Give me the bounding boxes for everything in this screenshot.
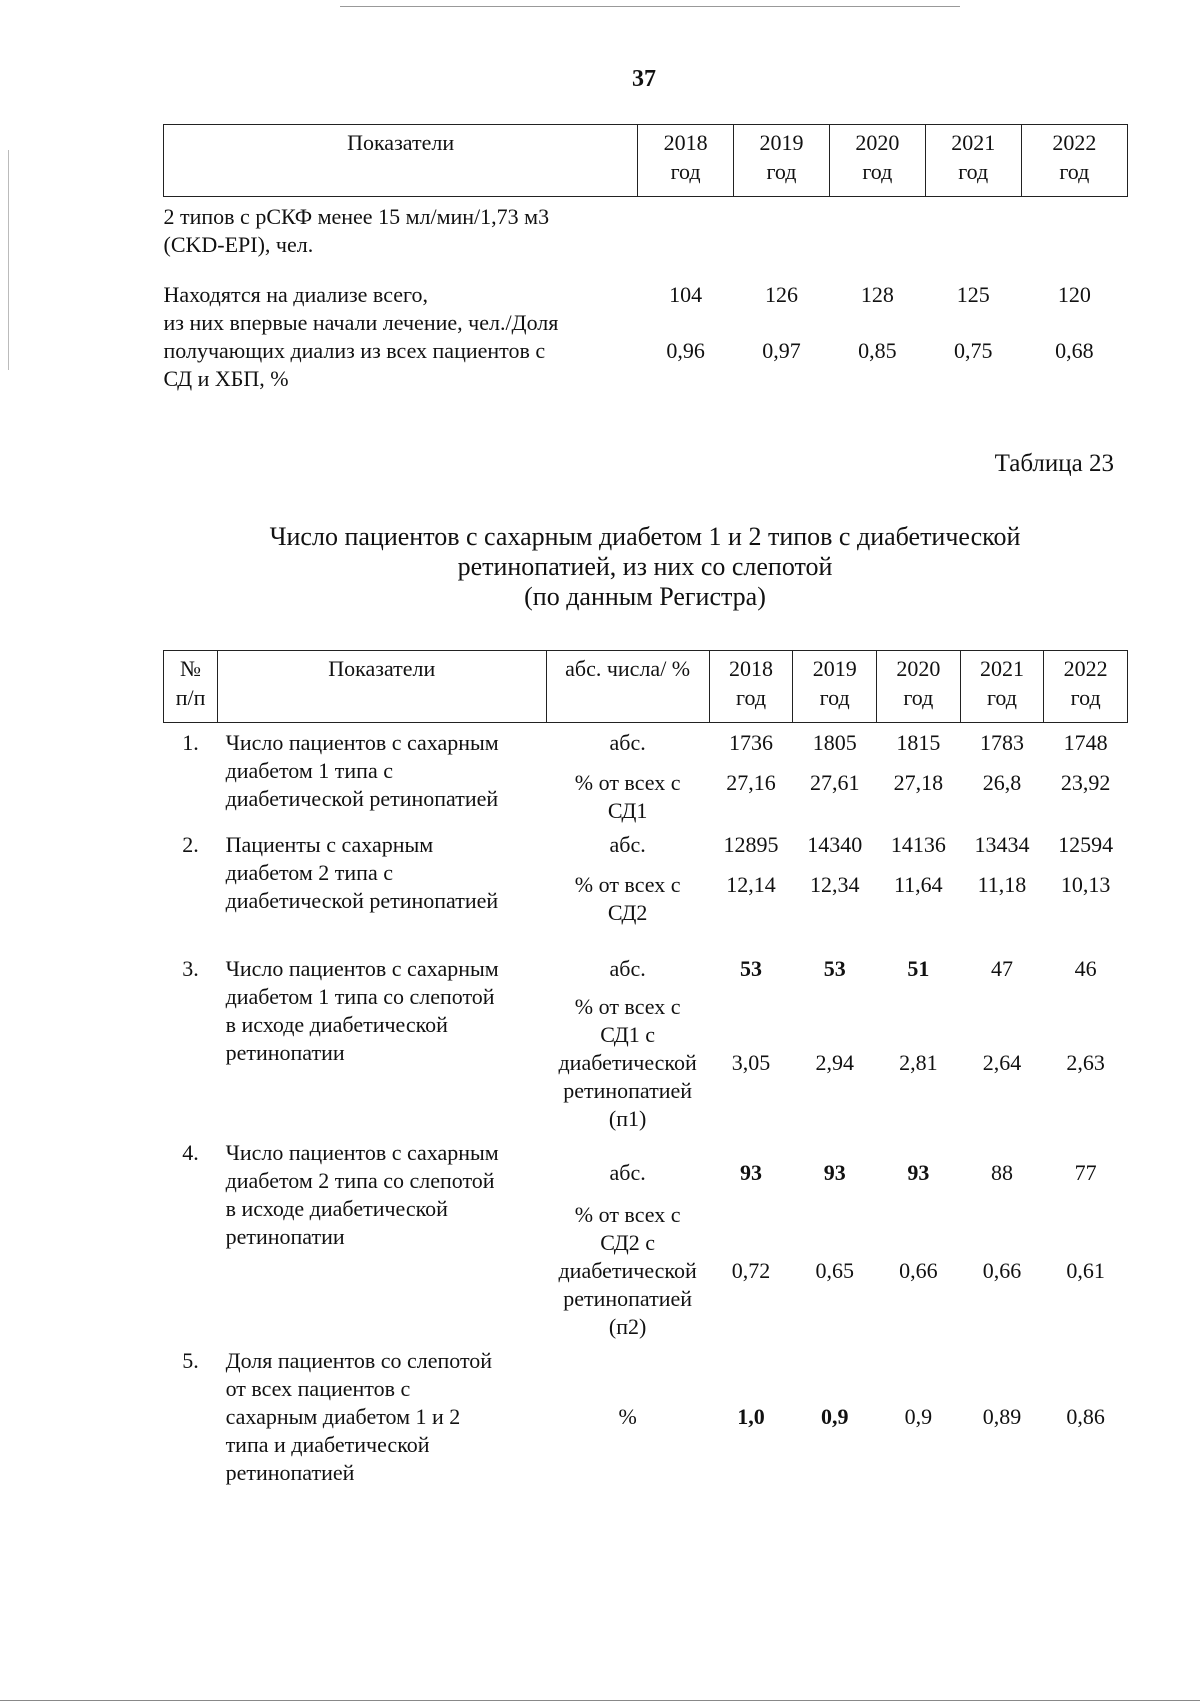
left-margin-mark — [8, 150, 9, 370]
table-row — [164, 723, 1128, 758]
row-number: 4. — [182, 1140, 199, 1165]
table-row — [164, 1341, 1128, 1487]
row-label: Находятся на диализе всего, из них впервые начали лечение, чел./Доля — [163, 282, 559, 335]
row-unit: % от всех с СД1 — [574, 770, 681, 823]
cell-value: 125 — [956, 282, 990, 307]
cell-value: 14340 — [807, 832, 863, 857]
header-year-2019: 2019 год — [734, 125, 830, 197]
header-year-2022: 2022 год — [1021, 125, 1127, 197]
row-indicator: Доля пациентов со слепотой от всех пациентов с сахарным диабетом 1 и 2 типа и диабетической ретинопатией — [225, 1348, 493, 1485]
bottom-rule — [0, 1700, 1200, 1701]
header-year-2021: 2021 год — [925, 125, 1021, 197]
row-unit: абс. — [609, 956, 646, 981]
cell-value: 53 — [823, 956, 846, 981]
cell-value: 12,14 — [726, 872, 776, 897]
cell-value: 0,89 — [982, 1404, 1022, 1429]
row-indicator: Пациенты с сахарным диабетом 2 типа с диабетической ретинопатией — [225, 832, 499, 913]
header-indicator: Показатели — [218, 651, 546, 723]
table-row — [164, 281, 1128, 337]
header-no: № п/п — [164, 651, 218, 723]
cell-value: 120 — [1057, 282, 1091, 307]
cell-value: 51 — [907, 956, 930, 981]
cell-value: 0,85 — [858, 338, 897, 363]
row-unit: абс. — [609, 1160, 646, 1185]
cell-value: 1783 — [979, 730, 1024, 755]
row-number: 2. — [182, 832, 199, 857]
cell-value: 0,66 — [899, 1258, 938, 1283]
cell-value: 12594 — [1058, 832, 1114, 857]
header-indicator: Показатели — [164, 125, 638, 197]
cell-value: 1,0 — [737, 1404, 765, 1429]
cell-value: 88 — [990, 1160, 1013, 1185]
row-number: 5. — [182, 1348, 199, 1373]
table-caption: Таблица 23 — [994, 450, 1114, 477]
header-year-2020: 2020 год — [877, 651, 961, 723]
row-indicator: Число пациентов с сахарным диабетом 1 типа со слепотой в исходе диабетической ретинопатии — [225, 956, 499, 1065]
cell-value: 3,05 — [731, 1050, 771, 1075]
row-unit: % — [618, 1404, 637, 1429]
row-number: 3. — [182, 956, 199, 981]
table-row — [164, 1133, 1128, 1187]
cell-value: 0,9 — [904, 1404, 933, 1429]
header-year-2022: 2022 год — [1044, 651, 1128, 723]
cell-value: 27,18 — [893, 770, 944, 795]
cell-value: 11,64 — [893, 872, 943, 897]
row-unit: % от всех с СД2 — [574, 872, 681, 925]
cell-value: 26,8 — [982, 770, 1022, 795]
header-year-2019: 2019 год — [793, 651, 877, 723]
continuation-table — [163, 124, 1128, 393]
cell-value: 10,13 — [1060, 872, 1111, 897]
row-unit: % от всех с СД1 с диабетической ретинопатией (п1) — [558, 994, 697, 1131]
cell-value: 1748 — [1063, 730, 1108, 755]
cell-value: 126 — [764, 282, 798, 307]
page-number: 37 — [632, 66, 656, 92]
cell-value: 0,9 — [820, 1404, 849, 1429]
cell-value: 13434 — [974, 832, 1030, 857]
table-row — [164, 825, 1128, 859]
cell-value: 93 — [823, 1160, 846, 1185]
row-indicator: Число пациентов с сахарным диабетом 1 типа с диабетической ретинопатией — [225, 730, 499, 811]
row-unit: % от всех с СД2 с диабетической ретинопатией (п2) — [558, 1202, 697, 1339]
cell-value: 0,66 — [982, 1258, 1022, 1283]
cell-value: 2,63 — [1066, 1050, 1105, 1075]
cell-value: 0,68 — [1055, 338, 1094, 363]
header-year-2018: 2018 год — [709, 651, 793, 723]
cell-value: 0,96 — [666, 338, 705, 363]
cell-value: 27,61 — [809, 770, 860, 795]
retinopathy-table-header — [164, 651, 1128, 723]
header-year-2018: 2018 год — [638, 125, 734, 197]
cell-value: 93 — [740, 1160, 763, 1185]
cell-value: 1815 — [896, 730, 941, 755]
row-number: 1. — [182, 730, 199, 755]
row-indicator: Число пациентов с сахарным диабетом 2 типа со слепотой в исходе диабетической ретинопатии — [225, 1140, 499, 1249]
cell-value: 0,97 — [762, 338, 801, 363]
cell-value: 11,18 — [977, 872, 1027, 897]
row-label: 2 типов с рСКФ менее 15 мл/мин/1,73 м3 (CKD-EPI), чел. — [163, 204, 550, 257]
cell-value: 93 — [907, 1160, 930, 1185]
header-unit: абс. числа/ % — [546, 651, 709, 723]
header-year-2020: 2020 год — [829, 125, 925, 197]
continuation-table-header — [164, 125, 1128, 197]
cell-value: 27,16 — [726, 770, 776, 795]
cell-value: 1736 — [729, 730, 774, 755]
cell-value: 53 — [740, 956, 763, 981]
row-label: получающих диализ из всех пациентов с СД и ХБП, % — [163, 338, 546, 391]
table-title: Число пациентов с сахарным диабетом 1 и 2 типов с диабетической ретинопатией, из них со слепотой (по данным Регистра) — [269, 522, 1021, 611]
table-row — [164, 949, 1128, 983]
retinopathy-table — [163, 650, 1128, 1487]
cell-value: 104 — [669, 282, 703, 307]
cell-value: 77 — [1074, 1160, 1097, 1185]
top-rule — [340, 6, 960, 7]
cell-value: 0,65 — [815, 1258, 854, 1283]
cell-value: 0,72 — [731, 1258, 771, 1283]
cell-value: 46 — [1074, 956, 1097, 981]
table-row — [164, 337, 1128, 393]
cell-value: 14136 — [890, 832, 946, 857]
row-unit: абс. — [609, 832, 646, 857]
cell-value: 12895 — [723, 832, 779, 857]
header-year-2021: 2021 год — [960, 651, 1044, 723]
cell-value: 47 — [990, 956, 1013, 981]
cell-value: 1805 — [812, 730, 857, 755]
cell-value: 2,94 — [815, 1050, 854, 1075]
cell-value: 0,61 — [1066, 1258, 1105, 1283]
cell-value: 23,92 — [1060, 770, 1111, 795]
cell-value: 12,34 — [809, 872, 860, 897]
cell-value: 0,86 — [1066, 1404, 1105, 1429]
cell-value: 2,81 — [899, 1050, 938, 1075]
cell-value: 0,75 — [953, 338, 993, 363]
cell-value: 128 — [860, 282, 894, 307]
cell-value: 2,64 — [982, 1050, 1022, 1075]
row-unit: абс. — [609, 730, 646, 755]
table-row — [164, 197, 1128, 260]
